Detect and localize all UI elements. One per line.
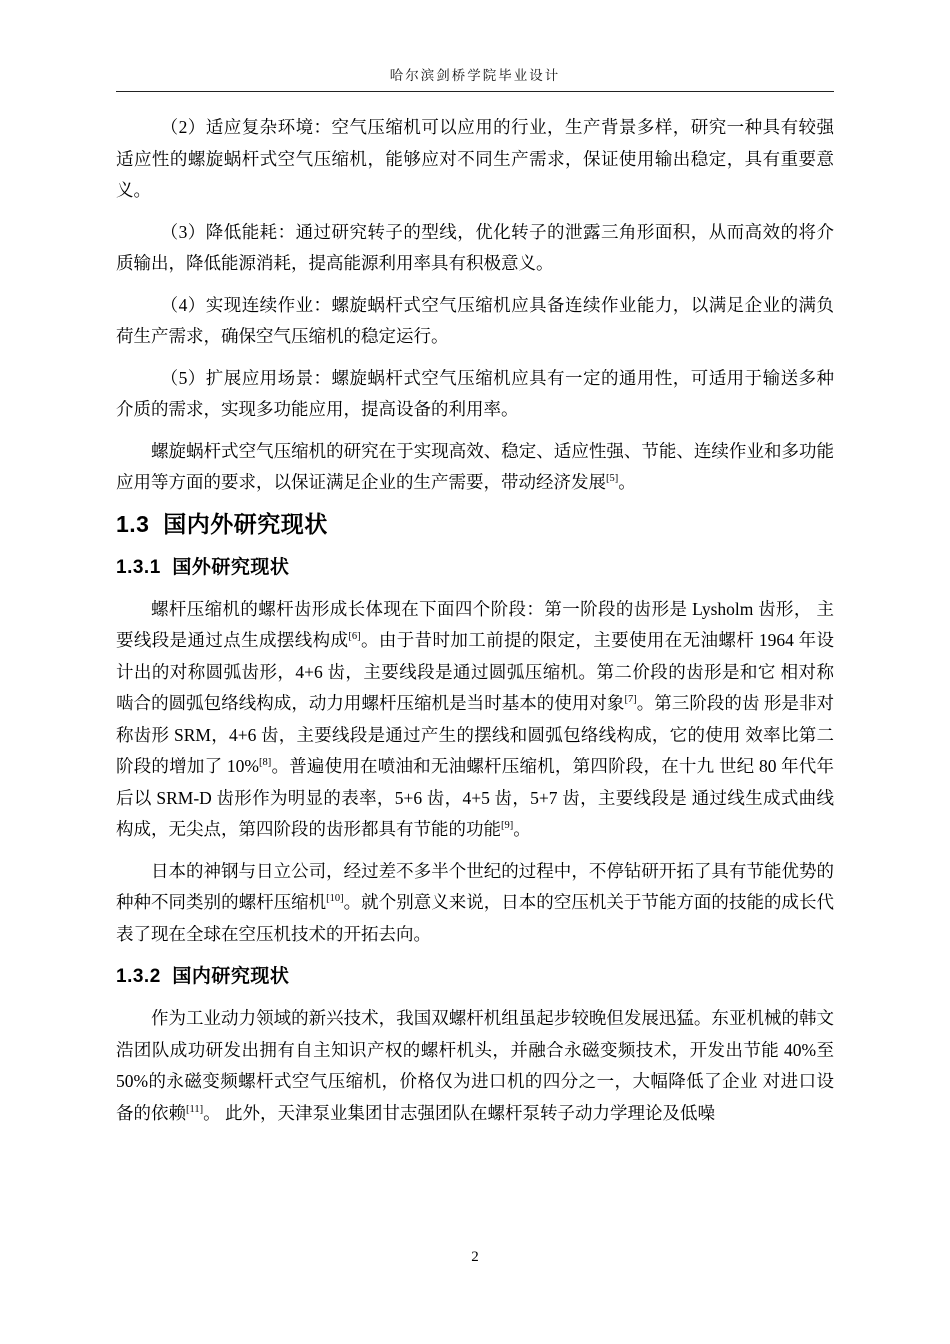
citation-ref: [5] bbox=[606, 473, 619, 485]
text-run: （2）适应复杂环境：空气压缩机可以应用的行业，生产背景多样，研究一种具有较强适应性的螺旋蜗杆式空气压缩机，能够应对不同生产需求，保证使用输出稳定，具有重要意义。 bbox=[116, 117, 834, 200]
section-heading-1-3: 1.3 国内外研究现状 bbox=[116, 510, 328, 537]
text-run: 。 bbox=[513, 819, 531, 839]
document-body bbox=[116, 112, 834, 1139]
paragraph-japan-research bbox=[116, 856, 834, 951]
text-run: 。 此外，天津泵业集团甘志强团队在螺杆泵转子动力学理论及低噪 bbox=[203, 1102, 715, 1123]
citation-ref: [8] bbox=[258, 757, 272, 769]
text-run: （5）扩展应用场景：螺旋蜗杆式空气压缩机应具有一定的通用性，可适用于输送多种介质的需求，实现多功能应用，提高设备的利用率。 bbox=[116, 367, 834, 419]
text-run: 。就个别意义来说，日本的空压机关于节能方面的技能的成长代表了现在全球在空压机技术的开拓去向。 bbox=[116, 892, 835, 944]
paragraph-significance-3 bbox=[116, 217, 834, 280]
text-run: 作为工业动力领域的新兴技术，我国双螺杆机组虽起步较晚但发展迅猛。东亚机械的韩文浩团队成功研发出拥有自主知识产权的螺杆机头，并融合永磁变频技术，开发出节能 40%至 50%的永磁变频螺杆式空气压缩机，价格仅为进口机的四分之一，大幅降低了企业 对进口设备的依赖 bbox=[116, 1008, 834, 1123]
paragraph-domestic-research bbox=[116, 1003, 834, 1129]
text-run: 。第三阶段的齿 形是非对称齿形 SRM，4+6 齿，主要线段是通过产生的摆线和圆弧包络线构成，它的使用 效率比第二阶段的增加了 10% bbox=[116, 693, 835, 776]
text-run: 日本的神钢与日立公司，经过差不多半个世纪的过程中，不停钻研开拓了具有节能优势的种种不同类别的螺杆压缩机 bbox=[116, 860, 834, 912]
paragraph-foreign-research bbox=[116, 594, 834, 846]
text-run: 螺杆压缩机的螺杆齿形成长体现在下面四个阶段：第一阶段的齿形是 Lysholm 齿形， 主要线段是通过点生成摆线构成 bbox=[116, 598, 834, 650]
page-footer bbox=[0, 1249, 950, 1266]
text-run: （3）降低能耗：通过研究转子的型线，优化转子的泄露三角形面积，从而高效的将介质输出，降低能源消耗，提高能源利用率具有积极意义。 bbox=[116, 221, 834, 273]
text-run: 。普遍使用在喷油和无油螺杆压缩机，第四阶段，在十九 世纪 80 年代年后以 SRM-D 齿形作为明显的表率，5+6 齿，4+5 齿，5+7 齿，主要线段是 通过线生成式曲线构成，无尖点，第四阶段的齿形都具有节能的功能 bbox=[116, 756, 835, 839]
citation-ref: [10] bbox=[326, 893, 344, 905]
subsection-heading-1-3-1: 1.3.1 国外研究现状 bbox=[116, 556, 290, 578]
header-title: 哈尔滨剑桥学院毕业设计 bbox=[389, 68, 561, 83]
citation-ref: [6] bbox=[348, 631, 361, 643]
text-run: 。由于昔时加工前提的限定，主要使用在无油螺杆 1964 年设计出的对称圆弧齿形，4+6 齿，主要线段是通过圆弧压缩机。第二价段的齿形是和它 相对称啮合的圆弧包络线构成，动力用螺杆压缩机是当时基本的使用对象 bbox=[116, 630, 835, 713]
subsection-heading-1-3-2: 1.3.2 国内研究现状 bbox=[116, 966, 290, 987]
citation-ref: [7] bbox=[624, 694, 637, 706]
page-number: 2 bbox=[471, 1249, 479, 1265]
citation-ref: [11] bbox=[186, 1103, 204, 1115]
text-run: 。 bbox=[618, 472, 636, 492]
paragraph-significance-4 bbox=[116, 290, 834, 353]
citation-ref: [9] bbox=[501, 820, 514, 832]
page-header bbox=[116, 64, 834, 92]
text-run: （4）实现连续作业：螺旋蜗杆式空气压缩机应具备连续作业能力，以满足企业的满负荷生产需求，确保空气压缩机的稳定运行。 bbox=[116, 294, 834, 346]
text-run: 螺旋蜗杆式空气压缩机的研究在于实现高效、稳定、适应性强、节能、连续作业和多功能应用等方面的要求，以保证满足企业的生产需要，带动经济发展 bbox=[116, 440, 834, 492]
paragraph-significance-5 bbox=[116, 363, 834, 426]
paragraph-summary bbox=[116, 436, 834, 499]
paragraph-significance-2 bbox=[116, 112, 834, 207]
